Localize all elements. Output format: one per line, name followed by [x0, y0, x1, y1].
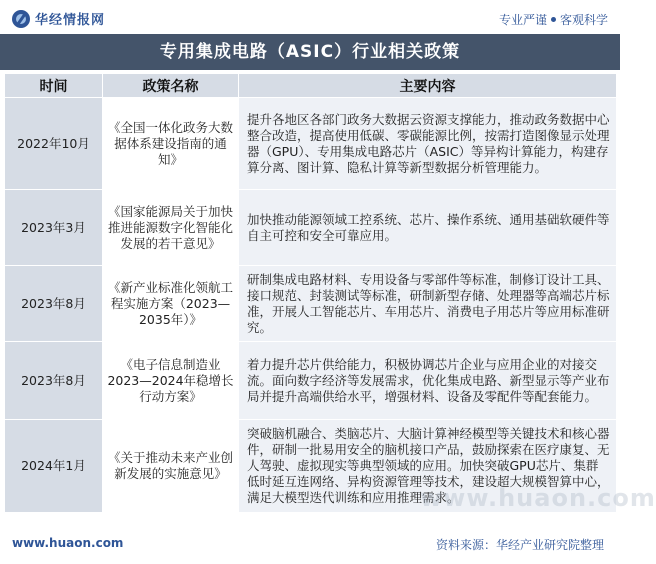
slogan-right: 客观科学: [559, 13, 608, 27]
page-title: 专用集成电路（ASIC）行业相关政策: [159, 42, 461, 62]
table-row: [5, 190, 617, 266]
column-header-main-content: 主要内容: [239, 74, 617, 98]
table-row: [5, 266, 617, 342]
column-header-policy-name: 政策名称: [103, 74, 239, 98]
footer-source: 资料来源：华经产业研究院整理: [435, 538, 604, 552]
table-header-row: [5, 74, 617, 98]
cell-content: 着力提升芯片供给能力，积极协调芯片企业与应用企业的对接交流。面向数字经济等发展需求，优化集成电路、新型显示等产业布局并提升高端供给水平，增强材料、设备及零配件等配套能力。: [239, 342, 617, 420]
watermark: www.huaon.com: [420, 484, 656, 512]
footer: [0, 533, 620, 564]
cell-policy-name: 《国家能源局关于加快推进能源数字化智能化发展的若干意见》: [103, 190, 239, 266]
cell-date: 2023年8月: [5, 266, 103, 342]
slogan-left: 专业严谨: [498, 13, 547, 27]
table-row: [5, 342, 617, 420]
cell-content: 突破脑机融合、类脑芯片、大脑计算神经模型等关键技术和核心器件，研制一批易用安全的脑机接口产品，鼓励探索在医疗康复、无人驾驶、虚拟现实等典型领域的应用。加快突破GPU芯片、集群低时延互连网络、异构资源管理等技术，建设超大规模智算中心，满足大模型迭代训练和应用推理需求。: [239, 420, 617, 513]
footer-site-link[interactable]: www.huaon.com: [12, 536, 124, 550]
policy-table: [4, 73, 617, 513]
title-bar: [0, 34, 620, 70]
dot-separator-icon: [551, 17, 556, 22]
cell-content: 加快推动能源领域工控系统、芯片、操作系统、通用基础软硬件等自主可控和安全可靠应用。: [239, 190, 617, 266]
brand-logo-icon: [12, 10, 30, 28]
slogan: [499, 11, 608, 28]
cell-date: 2023年3月: [5, 190, 103, 266]
cell-date: 2022年10月: [5, 98, 103, 190]
cell-date: 2024年1月: [5, 420, 103, 513]
brand: [12, 9, 105, 28]
cell-policy-name: 《电子信息制造业2023—2024年稳增长行动方案》: [103, 342, 239, 420]
cell-policy-name: 《全国一体化政务大数据体系建设指南的通知》: [103, 98, 239, 190]
cell-content: 研制集成电路材料、专用设备与零部件等标准，制修订设计工具、接口规范、封装测试等标准，研制新型存储、处理器等高端芯片标准，开展人工智能芯片、车用芯片、消费电子用芯片等应用标准研究。: [239, 266, 617, 342]
table-row: [5, 98, 617, 190]
brand-name: 华经情报网: [35, 13, 106, 28]
cell-content: 提升各地区各部门政务大数据云资源支撑能力，推动政务数据中心整合改造，提高使用低碳、零碳能源比例，按需打造图像显示处理器（GPU）、专用集成电路芯片（ASIC）等异构计算能力，构建存算分离、图计算、隐私计算等新型数据分析管理能力。: [239, 98, 617, 190]
cell-policy-name: 《新产业标准化领航工程实施方案（2023—2035年）》: [103, 266, 239, 342]
top-bar: [0, 0, 620, 34]
cell-date: 2023年8月: [5, 342, 103, 420]
column-header-date: 时间: [5, 74, 103, 98]
cell-policy-name: 《关于推动未来产业创新发展的实施意见》: [103, 420, 239, 513]
